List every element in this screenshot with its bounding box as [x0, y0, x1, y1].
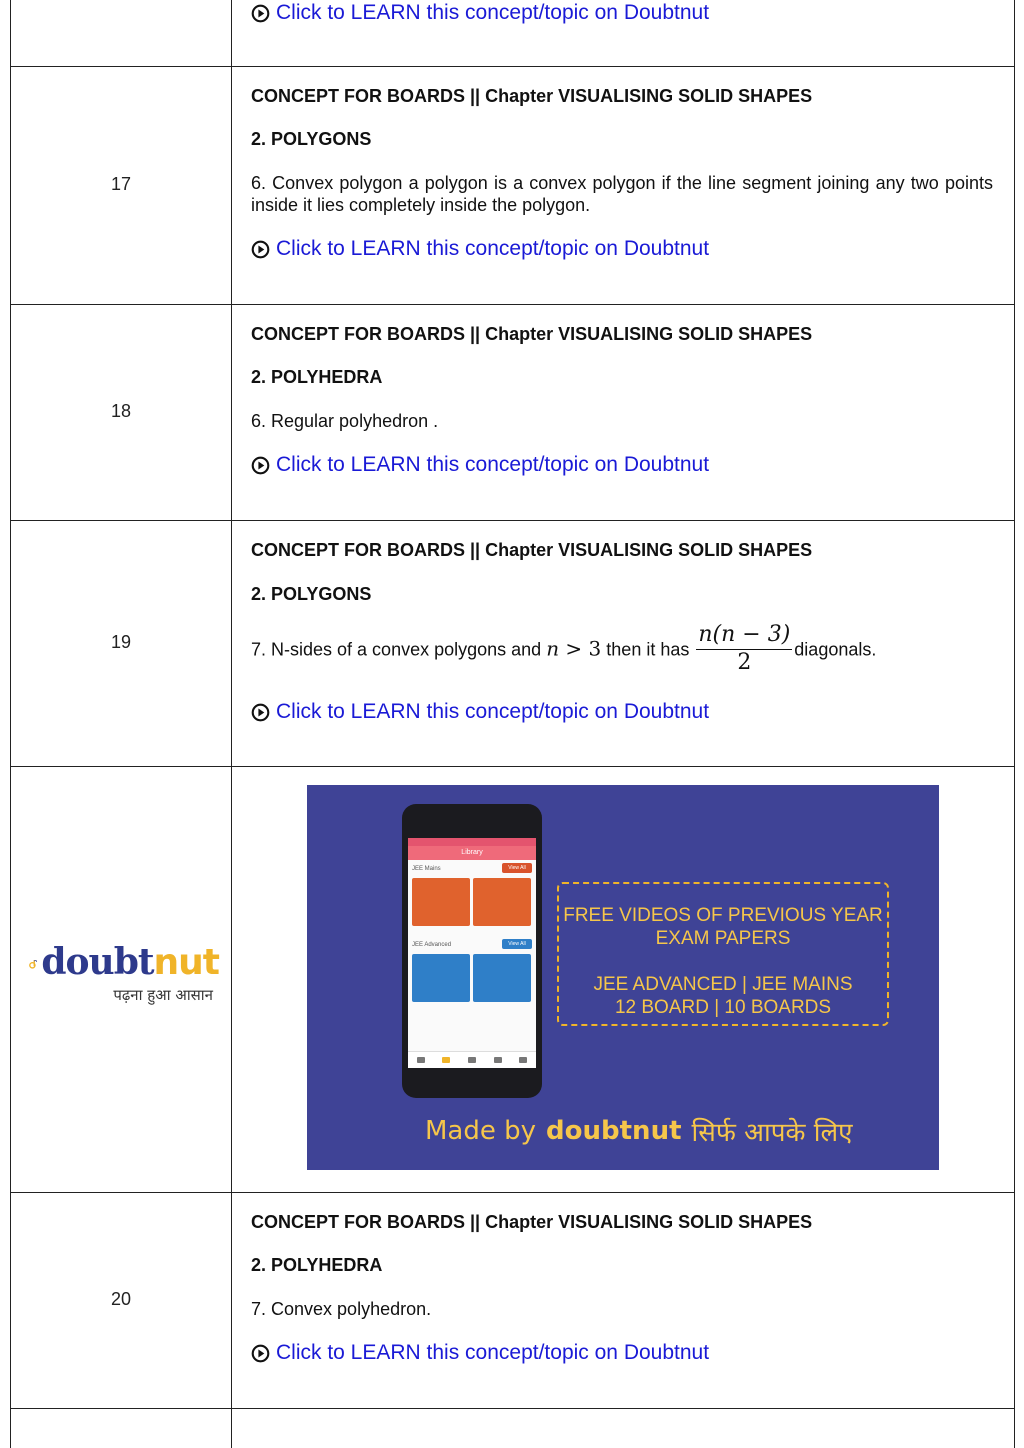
concept-subheading: 2. POLYHEDRA [251, 367, 383, 387]
concept-table [10, 0, 1015, 1448]
row-divider [11, 66, 1014, 67]
learn-link-label: Click to LEARN this concept/topic on Doubtnut [276, 453, 710, 476]
fraction-denominator: 2 [737, 650, 752, 675]
phone-mockup [402, 804, 542, 1098]
learn-link[interactable] [251, 700, 709, 724]
promo-line: JEE ADVANCED | JEE MAINS [593, 974, 853, 995]
math-variable: n [546, 636, 560, 661]
row-divider [11, 304, 1014, 305]
phone-section: JEE Mains View All [408, 860, 536, 874]
made-by-label: Made by [425, 1116, 537, 1146]
play-circle-icon [251, 456, 270, 475]
made-by-line [425, 1113, 852, 1149]
logo-tagline: पढ़ना हुआ आसान [113, 986, 213, 1004]
fraction-numerator: n(n − 3) [696, 621, 792, 650]
concept-heading: CONCEPT FOR BOARDS || Chapter VISUALISING SOLID SHAPES [251, 324, 813, 344]
learn-link-label: Click to LEARN this concept/topic on Doubtnut [276, 700, 710, 723]
row-divider [11, 1192, 1014, 1193]
logo-word-doubt: doubt [41, 941, 154, 983]
learn-link-label: Click to LEARN this concept/topic on Doubtnut [276, 1341, 710, 1364]
concept-text: 7. N-sides of a convex polygons and n > 3 then it has $\frac{n(n - 3)}{2}$ diagonals. [251, 622, 877, 675]
row-number: 20 [110, 1289, 132, 1309]
concept-text: 6. Convex polygon a polygon is a convex polygon if the line segment joining any two points inside it lies completely inside the polygon. [251, 173, 993, 215]
column-divider [231, 0, 232, 1448]
concept-text: 7. Convex polyhedron. [251, 1299, 432, 1319]
made-by-brand: doubtnut [546, 1116, 682, 1146]
play-circle-icon [251, 1344, 270, 1363]
row-number: 18 [110, 401, 132, 421]
logo-word-nut: nut [153, 942, 219, 983]
concept-heading: CONCEPT FOR BOARDS || Chapter VISUALISING SOLID SHAPES [251, 1212, 813, 1232]
concept-heading: CONCEPT FOR BOARDS || Chapter VISUALISING SOLID SHAPES [251, 86, 813, 106]
concept-subheading: 2. POLYGONS [251, 584, 372, 604]
learn-link[interactable] [251, 1, 709, 25]
concept-text: 6. Regular polyhedron . [251, 411, 439, 431]
promo-text-box [557, 882, 889, 1026]
learn-link-label: Click to LEARN this concept/topic on Doubtnut [276, 1, 710, 24]
row-divider [11, 520, 1014, 521]
row-number: 17 [110, 174, 132, 194]
promo-line: EXAM PAPERS [655, 928, 791, 949]
made-by-hindi: सिर्फ आपके लिए [691, 1118, 853, 1148]
phone-screen [408, 838, 536, 1068]
promo-line: FREE VIDEOS OF PREVIOUS YEAR [563, 905, 883, 926]
row-divider [11, 766, 1014, 767]
phone-section: JEE Advanced View All [408, 936, 536, 950]
promo-banner[interactable] [307, 785, 939, 1170]
play-circle-icon [251, 703, 270, 722]
learn-link-label: Click to LEARN this concept/topic on Doubtnut [276, 237, 710, 260]
concept-subheading: 2. POLYGONS [251, 129, 372, 149]
learn-link[interactable] [251, 237, 709, 261]
play-circle-icon [251, 240, 270, 259]
promo-line: 12 BOARD | 10 BOARDS [614, 997, 832, 1018]
doubtnut-mark-icon [29, 947, 37, 981]
concept-subheading: 2. POLYHEDRA [251, 1255, 383, 1275]
doubtnut-logo [29, 941, 219, 1005]
learn-link[interactable] [251, 453, 709, 477]
row-divider [11, 1408, 1014, 1409]
play-circle-icon [251, 4, 270, 23]
row-number: 19 [110, 632, 132, 652]
concept-heading: CONCEPT FOR BOARDS || Chapter VISUALISING SOLID SHAPES [251, 540, 813, 560]
phone-header: Library [408, 846, 536, 860]
learn-link[interactable] [251, 1341, 709, 1365]
fraction [696, 621, 792, 676]
